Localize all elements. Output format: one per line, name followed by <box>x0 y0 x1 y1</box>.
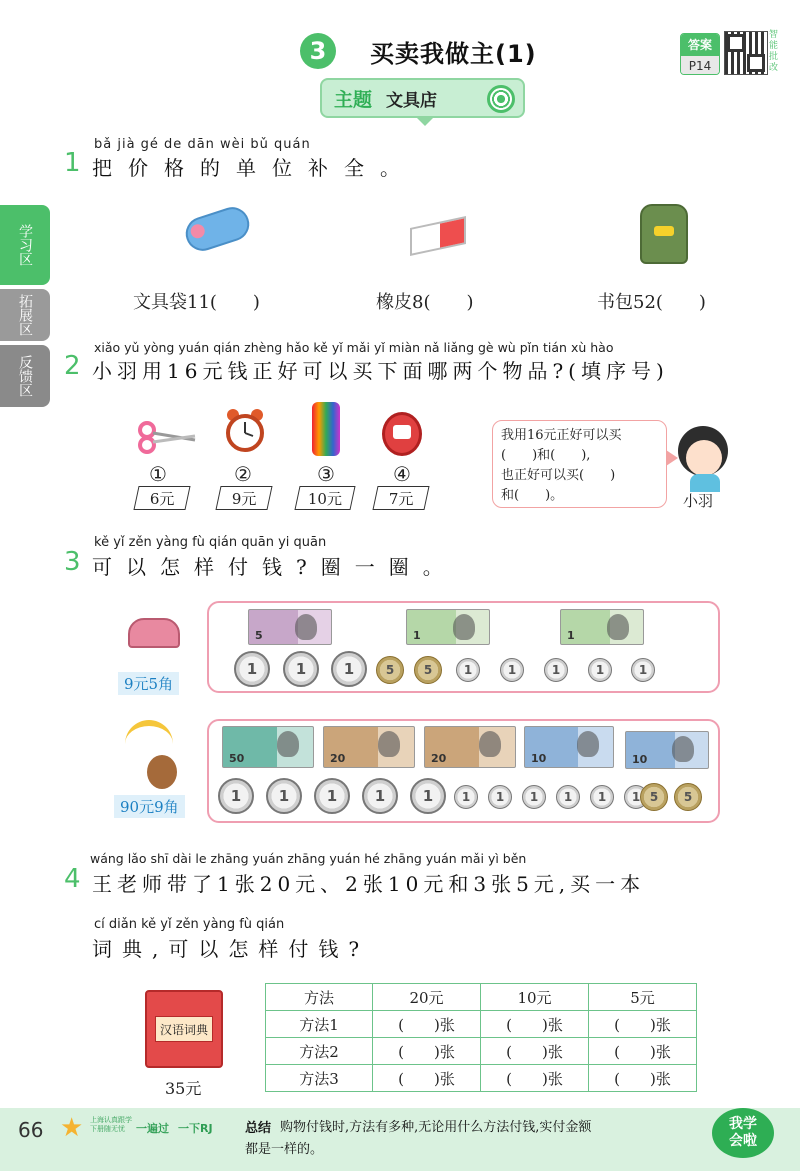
q2-price-tag <box>133 486 190 510</box>
q1-number: 1 <box>64 148 81 178</box>
q3-text: 可以怎样付钱?圈一圈。 <box>92 555 457 579</box>
series-small-text: 上海认真跟学下册随无忧 <box>90 1116 132 1133</box>
page-number: 66 <box>18 1118 44 1142</box>
coin-1-yuan[interactable]: 1 <box>410 778 446 814</box>
q4-pinyin-line1: wáng lǎo shī dài le zhāng yuán zhāng yuán hé zhāng yuán mǎi yì běn <box>90 851 527 866</box>
q2-price: 10元 <box>307 489 343 508</box>
banknote-value: 1 <box>567 629 575 642</box>
banknote-value: 1 <box>413 629 421 642</box>
character-face <box>686 440 722 476</box>
table-header: 10元 <box>481 984 589 1011</box>
dictionary-icon <box>145 990 223 1068</box>
q4-number: 4 <box>64 864 81 894</box>
banknote-value: 5 <box>255 629 263 642</box>
table-row <box>266 1038 697 1065</box>
brand-name: 一遍过 <box>136 1122 169 1135</box>
side-tab-feedback[interactable]: 反馈区 <box>0 345 50 407</box>
banknote-value: 10 <box>632 753 648 766</box>
side-tab-extend[interactable]: 拓展区 <box>0 289 50 341</box>
q2-text: 小羽用16元钱正好可以买下面哪两个物品?(填序号) <box>92 359 669 383</box>
coin-5-jiao[interactable]: 5 <box>414 656 442 684</box>
coin-1-jiao[interactable]: 1 <box>631 658 655 682</box>
alarm-clock-icon <box>225 408 265 454</box>
q1-item-label: 书包52( ) <box>597 292 706 313</box>
coin-1-jiao[interactable]: 1 <box>454 785 478 809</box>
table-row-label: 方法2 <box>266 1038 373 1065</box>
banknote-value: 50 <box>229 752 245 765</box>
crayons-icon <box>312 402 340 456</box>
character-name: 小羽 <box>683 492 714 510</box>
coin-1-jiao[interactable]: 1 <box>488 785 512 809</box>
learned-badge[interactable] <box>712 1108 774 1158</box>
banknote-10[interactable] <box>524 726 614 768</box>
table-header: 方法 <box>266 984 373 1011</box>
desk-lamp-icon <box>125 720 173 750</box>
bubble-line[interactable]: 和( )。 <box>501 488 564 503</box>
answer-cell[interactable]: ( )张 <box>481 1065 589 1092</box>
star-mascot-icon: ★ <box>60 1113 84 1143</box>
coin-1-yuan[interactable]: 1 <box>218 778 254 814</box>
banknote-1[interactable] <box>406 609 490 645</box>
q1-pinyin: bǎ jià gé de dān wèi bǔ quán <box>94 137 311 152</box>
bubble-line[interactable]: ( )和( ), <box>501 448 591 463</box>
q2-item-index: ① <box>149 462 167 486</box>
q2-number: 2 <box>64 351 81 381</box>
summary-label: 总结 <box>245 1121 272 1136</box>
coin-1-yuan[interactable]: 1 <box>362 778 398 814</box>
coin-1-yuan[interactable]: 1 <box>314 778 350 814</box>
banknote-10[interactable] <box>625 731 709 769</box>
coin-1-jiao[interactable]: 1 <box>588 658 612 682</box>
coin-5-jiao[interactable]: 5 <box>640 783 668 811</box>
answer-page: P14 <box>681 56 719 75</box>
badge-line: 会啦 <box>729 1133 757 1149</box>
summary-line2: 都是一样的。 <box>245 1142 324 1157</box>
banknote-20[interactable] <box>323 726 415 768</box>
answer-cell[interactable]: ( )张 <box>373 1011 481 1038</box>
q4-text-line1: 王老师带了1张20元、2张10元和3张5元,买一本 <box>92 872 646 896</box>
answer-cell[interactable]: ( )张 <box>373 1038 481 1065</box>
q3-row1-price: 9元5角 <box>118 672 179 695</box>
q2-item-index: ② <box>234 462 252 486</box>
q2-pinyin: xiǎo yǔ yòng yuán qián zhèng hǎo kě yǐ mǎi yǐ miàn nǎ liǎng gè wù pǐn tián xù hào <box>94 340 614 355</box>
target-icon <box>487 85 515 113</box>
coin-1-jiao[interactable]: 1 <box>544 658 568 682</box>
theme-banner-pointer <box>415 116 435 126</box>
grade-label: 一下RJ <box>178 1122 213 1135</box>
q3-row2-price: 90元9角 <box>114 795 185 818</box>
q1-item-label: 文具袋11( ) <box>133 292 260 313</box>
coin-5-jiao[interactable]: 5 <box>674 783 702 811</box>
eraser-icon <box>410 216 466 256</box>
theme-text: 文具店 <box>386 90 438 111</box>
banknote-50[interactable] <box>222 726 314 768</box>
coin-1-jiao[interactable]: 1 <box>556 785 580 809</box>
banknote-value: 10 <box>531 752 547 765</box>
q4-pinyin-line2: cí diǎn kě yǐ zěn yàng fù qián <box>94 917 285 932</box>
coin-1-jiao[interactable]: 1 <box>522 785 546 809</box>
side-tab-study[interactable]: 学习区 <box>0 205 50 285</box>
q2-price-tag <box>215 486 272 510</box>
banknote-1[interactable] <box>560 609 644 645</box>
dictionary-price: 35元 <box>165 1079 202 1098</box>
table-header: 5元 <box>589 984 697 1011</box>
coin-1-yuan[interactable]: 1 <box>234 651 270 687</box>
qr-code-icon[interactable] <box>724 31 768 75</box>
banknote-value: 20 <box>330 752 346 765</box>
coin-1-yuan[interactable]: 1 <box>266 778 302 814</box>
q2-price: 9元 <box>231 489 257 508</box>
q3-number: 3 <box>64 547 81 577</box>
table-header: 20元 <box>373 984 481 1011</box>
theme-banner <box>320 78 525 118</box>
lesson-title: 买卖我做主(1) <box>370 40 537 68</box>
table-header-row <box>266 984 697 1011</box>
coin-1-yuan[interactable]: 1 <box>283 651 319 687</box>
answer-reference-box <box>680 33 720 75</box>
coin-1-jiao[interactable]: 1 <box>456 658 480 682</box>
qr-side-text: 智能批改 <box>769 30 779 73</box>
bubble-line: 我用16元正好可以买 <box>501 428 622 443</box>
answer-cell[interactable]: ( )张 <box>481 1011 589 1038</box>
table-row-label: 方法1 <box>266 1011 373 1038</box>
teddy-bear-icon <box>147 755 177 789</box>
q2-price-tag <box>372 486 429 510</box>
banknote-20[interactable] <box>424 726 516 768</box>
q2-price-tag <box>294 486 355 510</box>
scissors-icon <box>137 420 197 454</box>
theme-label: 主题 <box>334 88 373 111</box>
summary-line1: 购物付钱时,方法有多种,无论用什么方法付钱,实付金额 <box>280 1120 592 1135</box>
coin-1-jiao[interactable]: 1 <box>624 785 648 809</box>
answer-label: 答案 <box>681 34 719 56</box>
answer-cell[interactable]: ( )张 <box>373 1065 481 1092</box>
q1-text: 把价格的单位补全。 <box>92 156 416 180</box>
stopwatch-icon <box>382 412 422 456</box>
coin-1-jiao[interactable]: 1 <box>590 785 614 809</box>
q4-text-line2: 词典,可以怎样付钱? <box>92 937 370 961</box>
backpack-icon <box>640 204 688 264</box>
q2-item-index: ③ <box>317 462 335 486</box>
q2-price: 7元 <box>388 489 414 508</box>
answer-cell[interactable]: ( )张 <box>589 1011 697 1038</box>
answer-cell[interactable]: ( )张 <box>481 1038 589 1065</box>
pencil-case-icon <box>181 203 253 255</box>
banknote-value: 20 <box>431 752 447 765</box>
answer-cell[interactable]: ( )张 <box>589 1038 697 1065</box>
coin-5-jiao[interactable]: 5 <box>376 656 404 684</box>
banknote-5[interactable] <box>248 609 332 645</box>
coin-1-jiao[interactable]: 1 <box>500 658 524 682</box>
coin-1-yuan[interactable]: 1 <box>331 651 367 687</box>
speech-bubble <box>492 420 667 508</box>
q3-pinyin: kě yǐ zěn yàng fù qián quān yi quān <box>94 535 327 550</box>
payment-method-table <box>265 983 697 1092</box>
lesson-number-badge: 3 <box>300 33 336 69</box>
speech-bubble-tail <box>666 450 678 466</box>
q2-item-index: ④ <box>393 462 411 486</box>
dictionary-title: 汉语词典 <box>155 1016 213 1042</box>
badge-line: 我学 <box>729 1116 757 1132</box>
stapler-icon <box>128 618 180 648</box>
table-row <box>266 1065 697 1092</box>
table-row <box>266 1011 697 1038</box>
q1-item-label: 橡皮8( ) <box>376 292 474 313</box>
q2-price: 6元 <box>149 489 175 508</box>
bubble-line[interactable]: 也正好可以买( ) <box>501 468 616 483</box>
table-row-label: 方法3 <box>266 1065 373 1092</box>
answer-cell[interactable]: ( )张 <box>589 1065 697 1092</box>
